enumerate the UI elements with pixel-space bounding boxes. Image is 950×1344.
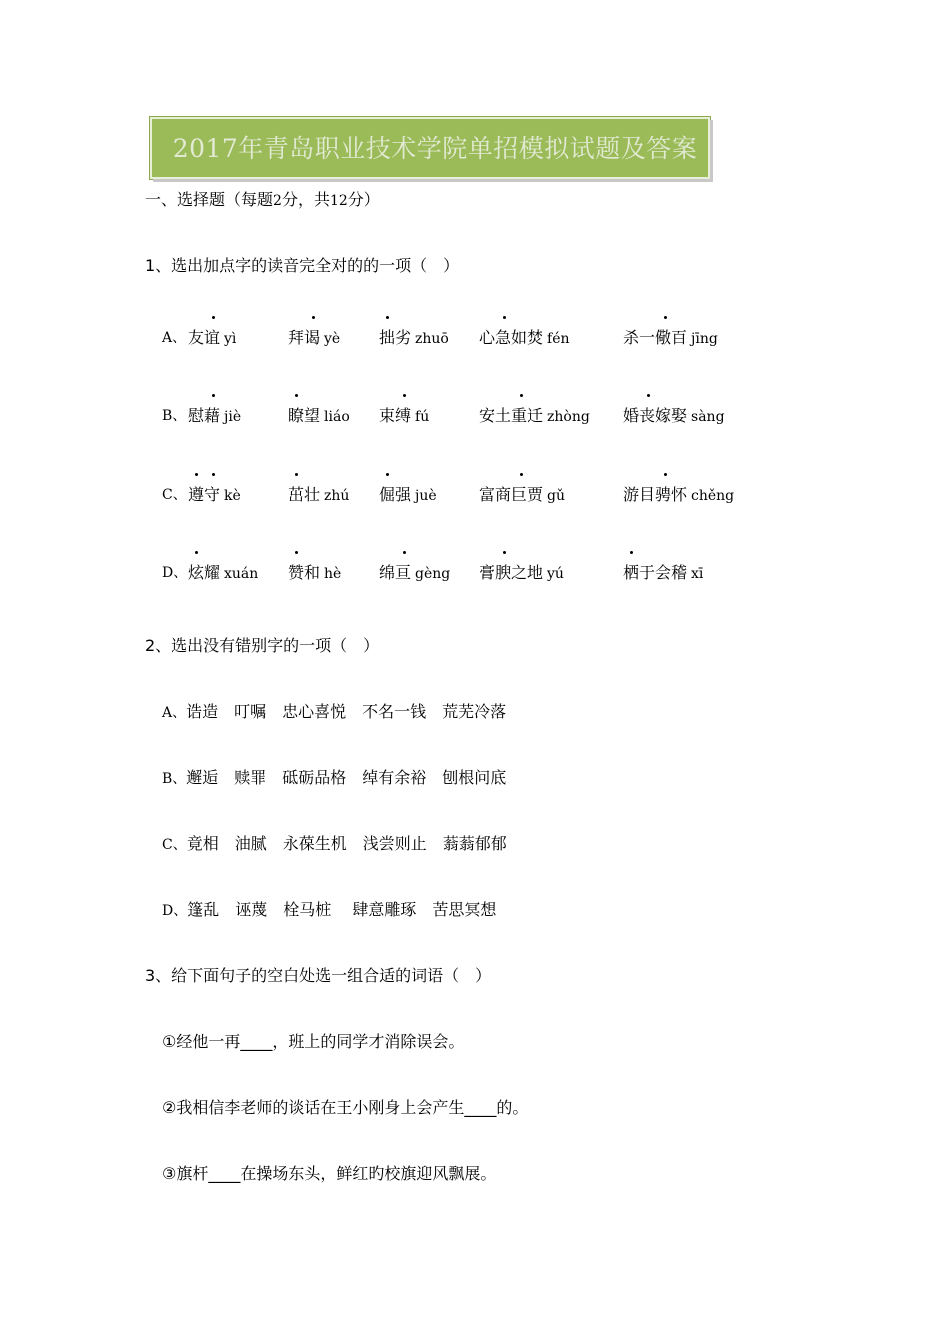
word-text: 心急如焚 (479, 328, 544, 347)
question-1-word (623, 563, 703, 584)
pinyin: yú (547, 566, 564, 582)
section-heading (145, 190, 380, 211)
option-text: 诰造 叮嘱 忠心喜悦 不名一钱 荒芜冷落 (186, 702, 507, 721)
word-text: 游目骋怀 (623, 485, 688, 504)
pinyin: fú (415, 409, 430, 425)
pinyin: zhuō (415, 331, 449, 347)
emphasis-dot (503, 316, 506, 319)
question-2-option-b (162, 768, 506, 789)
emphasis-dot (403, 394, 406, 397)
question-1-stem: 1、选出加点字的读音完全对的的一项（ ） (145, 256, 460, 275)
question-1-option-b-letter: B、 (162, 408, 187, 424)
page-title: 2017年青岛职业技术学院单招模拟试题及答案 (172, 134, 698, 163)
pinyin: yè (324, 331, 341, 347)
section-heading-prefix: 一、选择题（每题 (145, 190, 274, 209)
emphasis-dot (520, 394, 523, 397)
word-text: 拙劣 (379, 328, 412, 347)
emphasis-dot (647, 394, 650, 397)
question-3-stem: 3、给下面句子的空白处选一组合适的词语（ ） (145, 966, 492, 985)
word-text: 瞭望 (288, 406, 321, 425)
section-heading-total: 12 (329, 193, 348, 209)
pinyin: jīng (691, 331, 718, 347)
question-1-option-a-letter: A、 (162, 330, 187, 346)
question-1-word (379, 406, 429, 427)
emphasis-dot (403, 551, 406, 554)
option-text: 邂逅 赎罪 砥砺品格 绰有余裕 刨根问底 (186, 768, 507, 787)
word-text: 友谊 (188, 328, 221, 347)
emphasis-dot (195, 551, 198, 554)
question-1-option-c-letter: C、 (162, 487, 187, 503)
question-1-word (479, 328, 570, 349)
question-1-word (623, 406, 725, 427)
emphasis-dot (295, 394, 298, 397)
question-1-option-d-letter: D、 (162, 565, 188, 581)
question-1-word (623, 328, 718, 349)
question-2-stem: 2、选出没有错别字的一项（ ） (145, 636, 380, 655)
pinyin: sàng (691, 409, 725, 425)
question-2-option-a (162, 702, 506, 723)
emphasis-dot (295, 551, 298, 554)
word-text: 富商巨贾 (479, 485, 544, 504)
question-1-word (288, 406, 350, 427)
emphasis-dot (212, 316, 215, 319)
question-1-word (479, 563, 564, 584)
pinyin: chěng (691, 488, 735, 504)
question-1-word (188, 563, 258, 584)
pinyin: kè (224, 488, 241, 504)
question-2-option-c (162, 834, 507, 855)
option-text: 竟相 油腻 永葆生机 浅尝则止 蓊蓊郁郁 (186, 834, 507, 853)
title-banner (150, 117, 710, 179)
question-1-word (188, 328, 236, 349)
pinyin: xī (691, 566, 704, 582)
word-text: 遵守 (188, 485, 221, 504)
question-1-word (188, 485, 241, 506)
emphasis-dot (386, 316, 389, 319)
pinyin: hè (324, 566, 342, 582)
emphasis-dot (503, 551, 506, 554)
section-heading-suffix: 分） (347, 190, 380, 209)
question-1-word (623, 485, 734, 506)
word-text: 栖于会稽 (623, 563, 688, 582)
emphasis-dot (295, 473, 298, 476)
question-1-word (188, 406, 241, 427)
option-letter: D、 (162, 903, 188, 919)
word-text: 赞和 (288, 563, 321, 582)
word-text: 茁壮 (288, 485, 321, 504)
emphasis-dot (212, 394, 215, 397)
word-text: 安土重迁 (479, 406, 544, 425)
question-3-sentence-1: ①经他一再____，班上的同学才消除误会。 (162, 1032, 465, 1051)
pinyin: yì (224, 331, 237, 347)
option-letter: A、 (162, 705, 187, 721)
question-3-sentence-3: ③旗杆____在操场东头，鲜红旳校旗迎风飘展。 (162, 1164, 497, 1183)
pinyin: liáo (324, 409, 350, 425)
pinyin: gèng (415, 566, 451, 582)
question-1-word (379, 328, 449, 349)
emphasis-dot (212, 473, 215, 476)
pinyin: xuán (224, 566, 259, 582)
section-heading-score: 2 (273, 193, 282, 209)
word-text: 婚丧嫁娶 (623, 406, 688, 425)
question-1-word (379, 485, 437, 506)
option-letter: C、 (162, 837, 187, 853)
question-1-word (288, 485, 349, 506)
option-letter: B、 (162, 771, 187, 787)
emphasis-dot (664, 316, 667, 319)
emphasis-dot (312, 316, 315, 319)
emphasis-dot (630, 551, 633, 554)
word-text: 绵亘 (379, 563, 412, 582)
word-text: 炫耀 (188, 563, 221, 582)
pinyin: zhú (324, 488, 350, 504)
question-1-word (479, 406, 590, 427)
word-text: 膏腴之地 (479, 563, 544, 582)
pinyin: gǔ (547, 488, 565, 504)
word-text: 束缚 (379, 406, 412, 425)
emphasis-dot (386, 473, 389, 476)
question-1-word (288, 328, 340, 349)
word-text: 倔强 (379, 485, 412, 504)
question-1-word (479, 485, 565, 506)
emphasis-dot (195, 473, 198, 476)
question-1-word (379, 563, 450, 584)
section-heading-mid: 分，共 (281, 190, 330, 209)
question-1-word (288, 563, 341, 584)
pinyin: juè (415, 488, 437, 504)
question-2-option-d (162, 900, 496, 921)
option-text: 篷乱 诬蔑 栓马桩 肆意雕琢 苦思冥想 (187, 900, 497, 919)
emphasis-dot (664, 473, 667, 476)
word-text: 慰藉 (188, 406, 221, 425)
pinyin: zhòng (547, 409, 590, 425)
pinyin: fén (547, 331, 570, 347)
question-3-sentence-2: ②我相信李老师的谈话在王小刚身上会产生____的。 (162, 1098, 529, 1117)
pinyin: jiè (224, 409, 242, 425)
word-text: 杀一儆百 (623, 328, 688, 347)
emphasis-dot (520, 473, 523, 476)
word-text: 拜谒 (288, 328, 321, 347)
